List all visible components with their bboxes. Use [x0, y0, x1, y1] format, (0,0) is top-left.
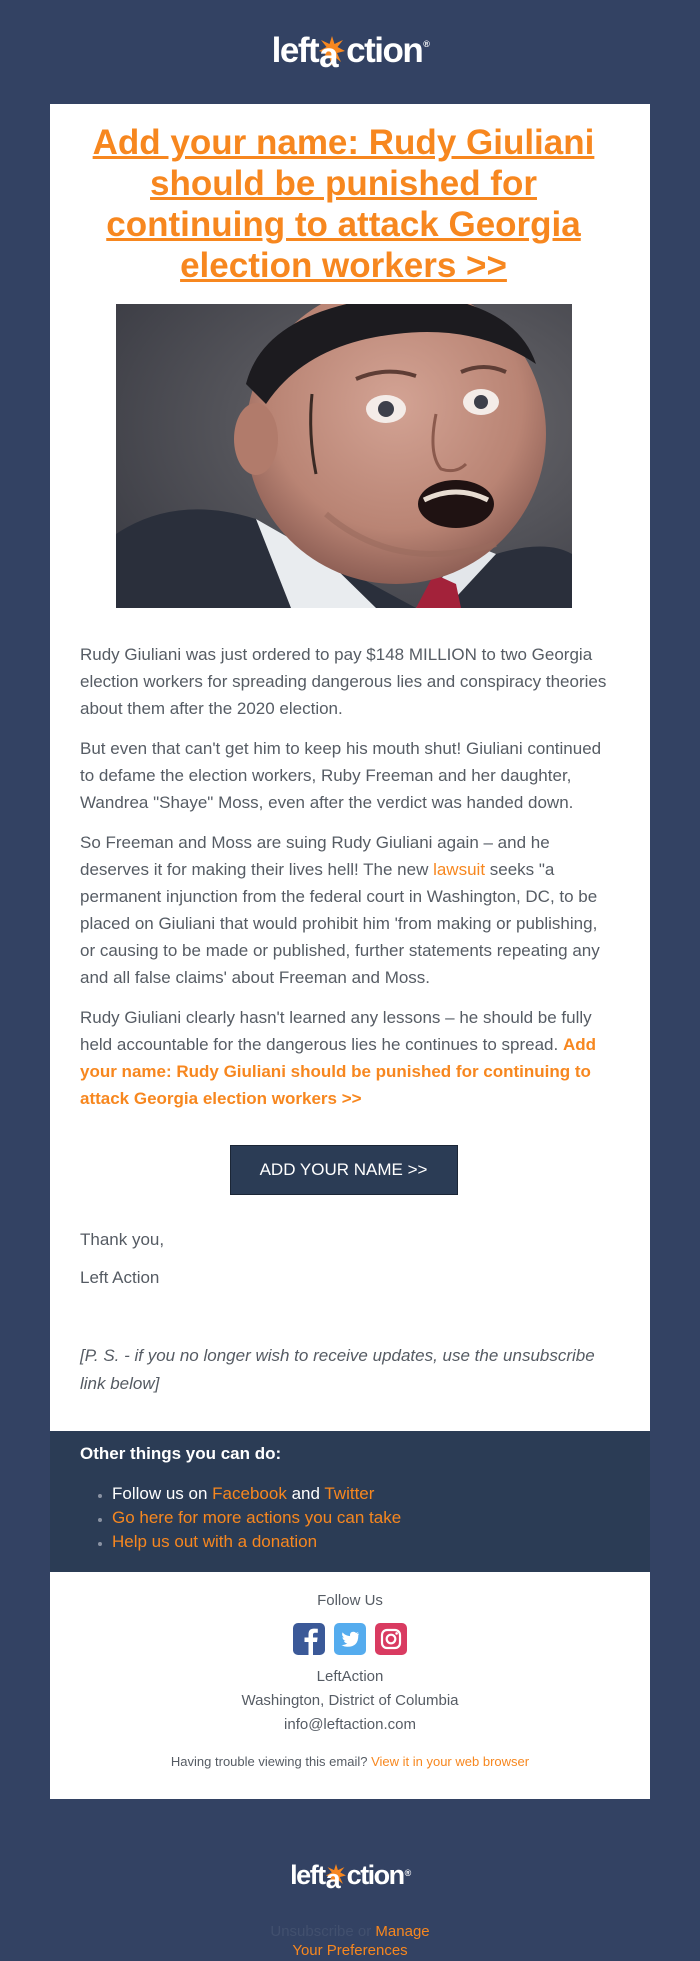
hero-image[interactable]	[116, 304, 572, 608]
twitter-icon[interactable]	[334, 1623, 366, 1655]
follow-prefix: Follow us on	[112, 1484, 213, 1503]
registered-mark: ®	[404, 1868, 410, 1878]
instagram-icon[interactable]	[375, 1623, 407, 1655]
cta-container	[80, 1145, 607, 1195]
logo-text-left: left	[290, 1860, 325, 1890]
email-content	[50, 104, 650, 1431]
trouble-viewing	[50, 1754, 650, 1769]
list-item	[112, 1506, 620, 1530]
social-icons	[50, 1623, 650, 1655]
logo-text-right: ction	[346, 1860, 404, 1890]
follow-us-title: Follow Us	[317, 1592, 383, 1609]
signature-text: Left Action	[80, 1268, 160, 1287]
facebook-icon[interactable]	[293, 1623, 325, 1655]
trouble-text: Having trouble viewing this email?	[170, 1754, 372, 1769]
thanks-text: Thank you,	[80, 1230, 165, 1249]
twitter-link[interactable]: Twitter	[324, 1484, 375, 1503]
leftaction-footer-logo[interactable]	[290, 1860, 410, 1894]
logo-text-a: a	[319, 36, 338, 75]
email-card	[50, 104, 650, 1799]
registered-mark: ®	[423, 39, 429, 49]
donation-link[interactable]: Help us out with a donation	[112, 1532, 318, 1551]
footer-links	[0, 1922, 700, 1960]
closing	[80, 1228, 607, 1290]
logo-text-left: left	[271, 31, 319, 70]
view-in-browser-link[interactable]: View it in your web browser	[371, 1754, 530, 1769]
ps-note: [P. S. - if you no longer wish to receive updates, use the unsubscribe link below]	[80, 1346, 595, 1393]
add-your-name-inline-link[interactable]: Add your name: Rudy Giuliani should be punished for continuing to attack Georgia election workers >>	[80, 1035, 596, 1108]
list-item	[112, 1530, 620, 1554]
or-text: or	[353, 1923, 376, 1940]
logo-text-a: a	[325, 1864, 340, 1894]
more-actions-link[interactable]: Go here for more actions you can take	[112, 1508, 402, 1527]
paragraph-3	[80, 829, 607, 991]
lawsuit-link[interactable]: lawsuit	[433, 860, 486, 879]
logo-text-right: ction	[346, 31, 423, 70]
other-actions-list	[80, 1482, 620, 1554]
follow-section	[50, 1572, 650, 1799]
paragraph-3-text-b: seeks "a permanent injunction from the federal court in Washington, DC, to be placed on Giuliani that would prohibit him 'from making or publishing, or causing to be made or published, further statements repeating any and all false claims' about Freeman and Moss.	[80, 860, 600, 987]
org-email: info@leftaction.com	[284, 1716, 416, 1733]
list-item	[112, 1482, 620, 1506]
other-actions-title: Other things you can do:	[80, 1444, 282, 1463]
header	[0, 0, 700, 104]
facebook-link[interactable]: Facebook	[212, 1484, 287, 1503]
manage-preferences-link-line1[interactable]: Manage	[375, 1923, 430, 1940]
headline-link[interactable]: Add your name: Rudy Giuliani should be punished for continuing to attack Georgia election workers >>	[92, 123, 595, 285]
manage-preferences-link-line2[interactable]: Your Preferences	[292, 1942, 408, 1959]
starburst-icon	[319, 36, 345, 75]
starburst-icon	[325, 1864, 346, 1894]
paragraph-2: But even that can't get him to keep his mouth shut! Giuliani continued to defame the election workers, Ruby Freeman and her daughter, Wandrea "Shaye" Moss, even after the verdict was handed down.	[80, 739, 602, 812]
org-location: Washington, District of Columbia	[241, 1692, 459, 1709]
hero-illustration	[116, 304, 572, 608]
paragraph-1: Rudy Giuliani was just ordered to pay $148 MILLION to two Georgia election workers for spreading dangerous lies and conspiracy theories about them after the 2020 election.	[80, 645, 607, 718]
body-copy	[80, 641, 607, 1112]
unsubscribe-link[interactable]: Unsubscribe	[270, 1923, 354, 1940]
other-actions-panel	[50, 1431, 650, 1572]
paragraph-4-text: Rudy Giuliani clearly hasn't learned any lessons – he should be fully held accountable for the dangerous lies he continues to spread.	[80, 1008, 592, 1054]
footer-logo-container	[0, 1860, 700, 1894]
org-name: LeftAction	[316, 1668, 384, 1685]
leftaction-logo[interactable]	[271, 31, 429, 75]
add-your-name-button[interactable]: ADD YOUR NAME >>	[230, 1145, 458, 1195]
and-text: and	[286, 1484, 325, 1503]
paragraph-4	[80, 1004, 607, 1112]
paragraph-3-text-a: So Freeman and Moss are suing Rudy Giuliani again – and he deserves it for making their lives hell! The new	[80, 833, 550, 879]
